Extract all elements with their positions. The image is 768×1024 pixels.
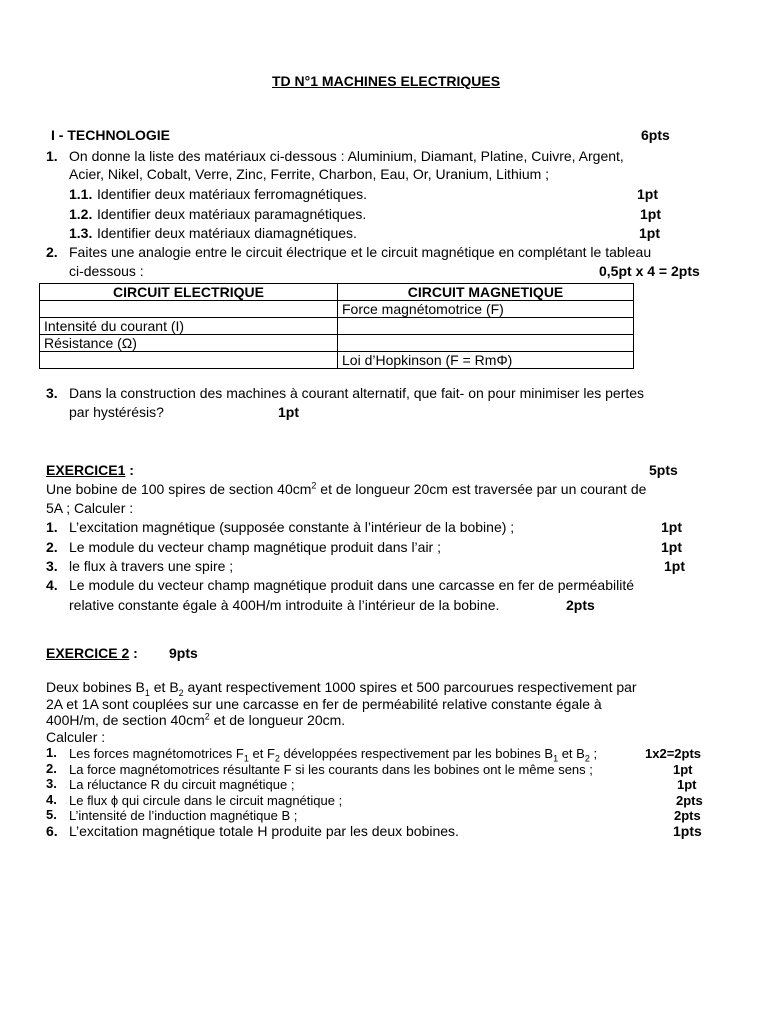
item-number: 2. [46,761,57,776]
table-cell: Force magnétomotrice (F) [338,301,634,318]
table-row [40,318,634,335]
exercise-intro: 5A ; Calculer : [46,500,134,516]
question-text: Dans la construction des machines à courant alternatif, que fait- on pour minimiser les pertes [69,385,645,401]
section-points: 6pts [641,127,670,143]
item-number: 2. [46,539,58,555]
table-cell [40,352,338,369]
subquestion-points: 1pt [639,225,660,241]
item-text: L’intensité de l’induction magnétique B ; [69,808,298,823]
table-cell: Résistance (Ω) [40,335,338,352]
item-points: 1pt [677,777,697,792]
section-heading-technologie: I - TECHNOLOGIE [51,127,170,143]
table-cell: Intensité du courant (I) [40,318,338,335]
item-number: 5. [46,807,57,822]
item-text: Le module du vecteur champ magnétique produit dans une carcasse en fer de perméabilité [69,577,635,593]
table-cell [40,301,338,318]
item-text: le flux à travers une spire ; [69,558,234,574]
item-number: 6. [46,823,58,839]
document-title: TD N°1 MACHINES ELECTRIQUES [272,73,501,89]
subquestion-number: 1.3. [69,225,93,241]
exercise-heading: EXERCICE 2 : [46,645,138,661]
item-text: La force magnétomotrices résultante F si les courants dans les bobines ont le même sens ; [69,762,593,777]
subquestion-points: 1pt [640,206,661,222]
subquestion-text: Identifier deux matériaux ferromagnétiques. [97,186,368,202]
item-text: Le module du vecteur champ magnétique produit dans l’air ; [69,539,441,555]
question-text: Acier, Nikel, Cobalt, Verre, Zinc, Ferrite, Charbon, Eau, Or, Uranium, Lithium ; [69,166,550,182]
question-points: 1pt [278,404,299,420]
exercise-points: 5pts [649,462,678,478]
table-cell: Loi d’Hopkinson (F = RmΦ) [338,352,634,369]
item-points: 1pt [673,762,693,777]
subquestion-points: 1pt [637,186,658,202]
item-points: 1pt [664,558,685,574]
item-number: 4. [46,577,58,593]
question-number: 2. [46,244,58,260]
subquestion-number: 1.2. [69,206,93,222]
table-row [40,335,634,352]
subquestion-text: Identifier deux matériaux paramagnétiques. [97,206,367,222]
item-text: relative constante égale à 400H/m introduite à l’intérieur de la bobine. [69,597,500,613]
item-points: 1pts [673,823,702,839]
item-points: 1pt [661,519,682,535]
item-points: 2pts [566,597,595,613]
question-text: On donne la liste des matériaux ci-dessous : Aluminium, Diamant, Platine, Cuivre, Argent, [69,148,624,164]
item-points: 2pts [676,793,703,808]
exercise-intro: 2A et 1A sont couplées sur une carcasse en fer de perméabilité relative constante égale à [46,696,602,712]
table-header-row [40,284,634,301]
exercise-calc-label: Calculer : [46,729,106,745]
question-text: ci-dessous : [69,263,144,279]
question-text: Faites une analogie entre le circuit électrique et le circuit magnétique en complétant le tableau [69,244,652,260]
exercise-intro: Deux bobines $B_1$ et $B_2$ ayant respectivement 1000 spires et 500 parcourues respectivement par [46,679,637,698]
item-text: La réluctance R du circuit magnétique ; [69,777,295,792]
table-header: CIRCUIT MAGNETIQUE [338,284,634,301]
exercise-intro: Une bobine de 100 spires de section $40cm^2$ et de longueur 20cm est traversée par un courant de [46,480,647,497]
table-row [40,301,634,318]
subquestion-text: Identifier deux matériaux diamagnétiques. [97,225,357,241]
exercise-intro: 400H/m, de section $40cm^2$ et de longueur 20cm. [46,711,346,728]
subquestion-number: 1.1. [69,186,93,202]
table-cell [338,335,634,352]
question-text: par hystérésis? [69,404,164,420]
item-number: 3. [46,558,58,574]
question-number: 1. [46,148,58,164]
table-row [40,352,634,369]
item-number: 4. [46,792,57,807]
table-cell [338,318,634,335]
item-number: 3. [46,776,57,791]
item-points: 1x2=2pts [645,746,702,761]
table-header: CIRCUIT ELECTRIQUE [40,284,338,301]
item-text: L’excitation magnétique (supposée constante à l’intérieur de la bobine) ; [69,519,515,535]
item-text: Le flux ϕ qui circule dans le circuit magnétique ; [69,793,343,808]
item-text: Les forces magnétomotrices $F_1$ et $F_2$ développées respectivement par les bobines $B_1$ et $B_2$ ; [69,746,598,764]
item-number: 1. [46,519,58,535]
item-text: L’excitation magnétique totale H produite par les deux bobines. [69,823,459,839]
exercise-points: 9pts [169,645,198,661]
item-points: 2pts [674,808,701,823]
analogy-table [39,283,634,369]
question-points: 0,5pt x 4 = 2pts [599,263,700,279]
item-number: 1. [46,745,57,760]
item-points: 1pt [661,539,682,555]
question-number: 3. [46,385,58,401]
exercise-heading: EXERCICE1 : [46,462,134,478]
